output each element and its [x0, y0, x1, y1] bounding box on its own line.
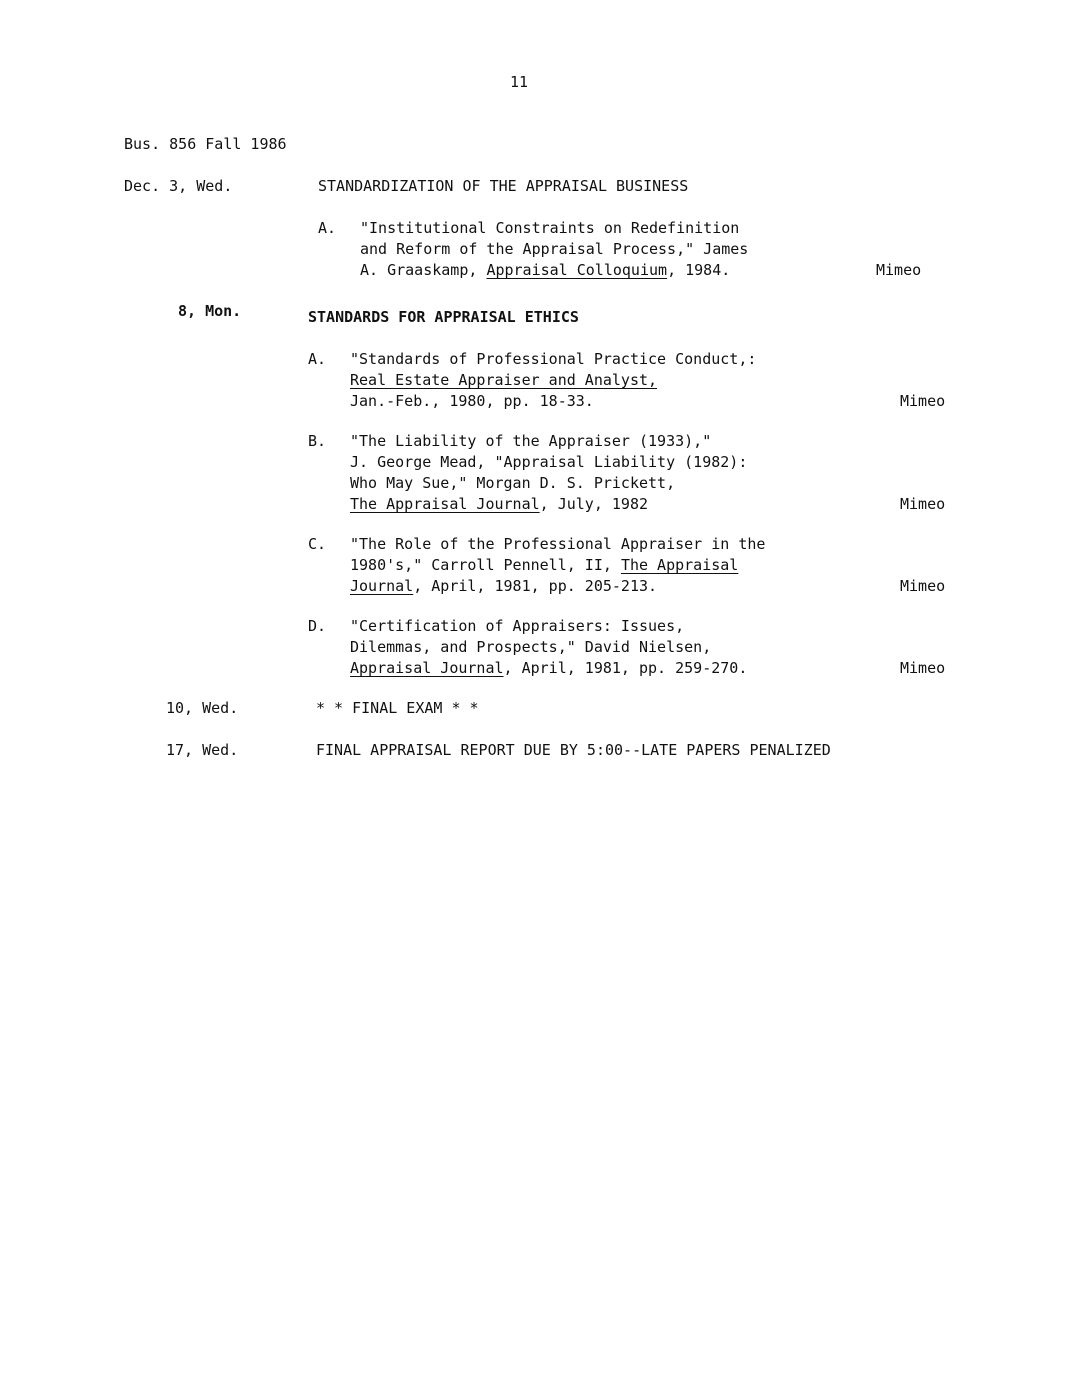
item-line	[350, 494, 648, 515]
item-letter: B.	[308, 432, 327, 450]
mimeo-note: Mimeo	[900, 659, 946, 677]
item-text: , 1984.	[667, 261, 731, 279]
item-line: Jan.-Feb., 1980, pp. 18-33.	[350, 392, 594, 410]
mimeo-note: Mimeo	[876, 261, 922, 279]
item-line	[350, 658, 747, 679]
journal-title: Appraisal Colloquium	[486, 261, 668, 279]
item-line	[350, 576, 657, 597]
item-line: "The Role of the Professional Appraiser in the	[350, 535, 766, 553]
mimeo-note: Mimeo	[900, 392, 946, 410]
entry-topic-final-exam: * * FINAL EXAM * *	[316, 699, 479, 717]
item-line: "The Liability of the Appraiser (1933),"	[350, 432, 712, 450]
entry-date-10: 10, Wed.	[166, 699, 239, 717]
item-letter: A.	[308, 350, 327, 368]
journal-title: Appraisal Journal	[350, 659, 504, 677]
item-line: "Institutional Constraints on Redefinition	[360, 219, 740, 237]
entry-date-dec3: Dec. 3, Wed.	[124, 177, 233, 195]
journal-title: Journal	[350, 577, 414, 595]
item-letter: A.	[318, 219, 337, 237]
journal-title: The Appraisal Journal	[350, 495, 540, 513]
item-line: Who May Sue," Morgan D. S. Prickett,	[350, 474, 676, 492]
item-letter: C.	[308, 535, 327, 553]
journal-title: Real Estate Appraiser and Analyst,	[350, 371, 658, 389]
course-header: Bus. 856 Fall 1986	[124, 135, 287, 153]
item-line: J. George Mead, "Appraisal Liability (1982):	[350, 453, 748, 471]
item-text: , April, 1981, pp. 259-270.	[503, 659, 748, 677]
journal-title: The Appraisal	[620, 556, 739, 574]
item-text: 1980's," Carroll Pennell, II,	[350, 556, 621, 574]
item-text: , April, 1981, pp. 205-213.	[413, 577, 658, 595]
entry-topic-final-report: FINAL APPRAISAL REPORT DUE BY 5:00--LATE PAPERS PENALIZED	[316, 741, 831, 759]
item-line: "Standards of Professional Practice Conduct,:	[350, 350, 757, 368]
entry-topic-standardization: STANDARDIZATION OF THE APPRAISAL BUSINESS	[318, 177, 689, 195]
entry-date-8: 8, Mon.	[178, 302, 242, 320]
entry-topic-ethics: STANDARDS FOR APPRAISAL ETHICS	[308, 308, 579, 326]
item-text: A. Graaskamp,	[360, 261, 487, 279]
mimeo-note: Mimeo	[900, 495, 946, 513]
page-number: 11	[510, 73, 529, 91]
item-line	[350, 555, 738, 576]
item-letter: D.	[308, 617, 327, 635]
entry-date-17: 17, Wed.	[166, 741, 239, 759]
item-line: and Reform of the Appraisal Process," James	[360, 240, 749, 258]
mimeo-note: Mimeo	[900, 577, 946, 595]
item-line: "Certification of Appraisers: Issues,	[350, 617, 685, 635]
item-text: , July, 1982	[539, 495, 649, 513]
item-line	[360, 260, 730, 281]
item-line: Dilemmas, and Prospects," David Nielsen,	[350, 638, 712, 656]
